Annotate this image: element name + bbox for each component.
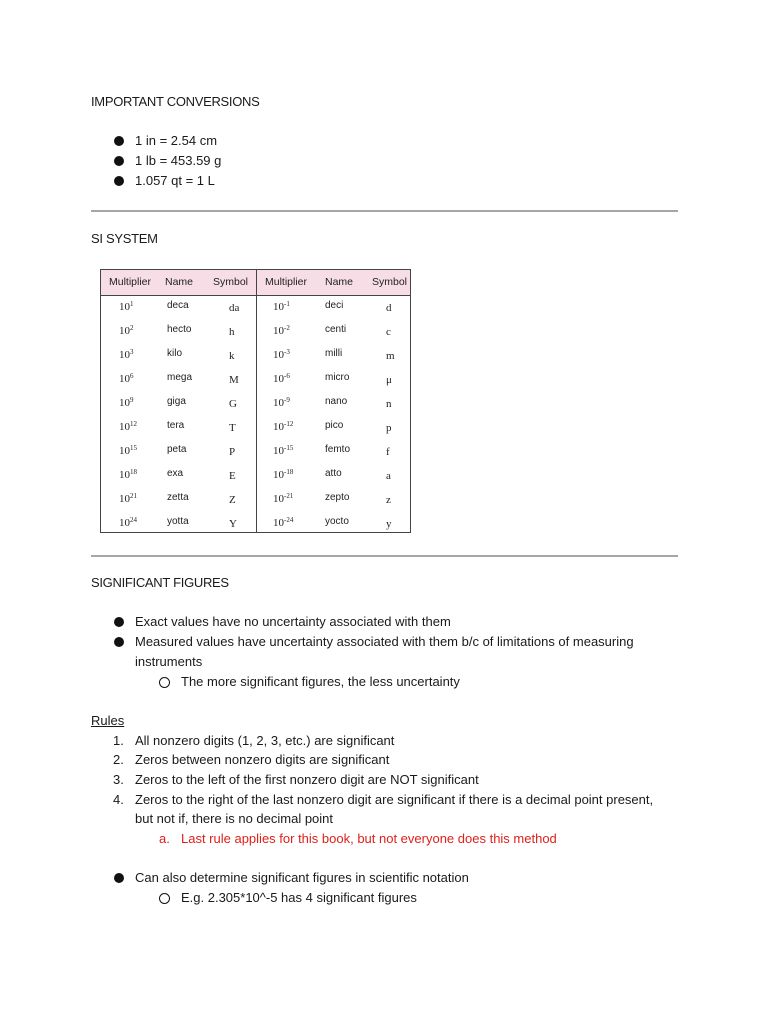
symbol-cell: n bbox=[386, 398, 392, 410]
symbol-cell: a bbox=[386, 470, 391, 482]
symbol-cell: μ bbox=[386, 374, 392, 386]
rule-text: Zeros between nonzero digits are significant bbox=[135, 752, 390, 767]
multiplier-cell: $10^2$ bbox=[119, 324, 134, 337]
hollow-bullet-icon bbox=[159, 893, 170, 904]
symbol-cell: Y bbox=[229, 518, 237, 530]
multiplier-cell: $10^{-21}$ bbox=[273, 492, 294, 505]
prefix-name-cell: atto bbox=[325, 468, 342, 479]
prefix-name-cell: zepto bbox=[325, 492, 350, 503]
list-item-text: 1.057 qt = 1 L bbox=[135, 173, 215, 188]
si-heading: SI SYSTEM bbox=[91, 231, 158, 246]
list-item-continuation: instruments bbox=[135, 654, 203, 669]
multiplier-cell: $10^{-24}$ bbox=[273, 516, 294, 529]
rule-number: 2. bbox=[113, 752, 124, 767]
sub-list-item: The more significant figures, the less uncertainty bbox=[181, 674, 460, 689]
prefix-name-cell: peta bbox=[167, 444, 187, 455]
rule-number: 3. bbox=[113, 772, 124, 787]
column-header: Symbol bbox=[213, 276, 249, 288]
multiplier-cell: $10^{21}$ bbox=[119, 492, 137, 505]
rule-text: All nonzero digits (1, 2, 3, etc.) are significant bbox=[135, 733, 395, 748]
conversions-heading: IMPORTANT CONVERSIONS bbox=[91, 94, 260, 109]
multiplier-cell: $10^3$ bbox=[119, 348, 134, 361]
prefix-name-cell: tera bbox=[167, 420, 185, 431]
multiplier-cell: $10^{-12}$ bbox=[273, 420, 294, 433]
list-item: Measured values have uncertainty associated with them b/c of limitations of measuring bbox=[135, 634, 634, 649]
prefix-name-cell: centi bbox=[325, 324, 347, 335]
rule-text-continuation: but not if, there is no decimal point bbox=[135, 811, 334, 826]
multiplier-cell: $10^{12}$ bbox=[119, 420, 137, 433]
sub-rule-letter: a. bbox=[159, 831, 170, 846]
symbol-cell: m bbox=[386, 350, 395, 362]
prefix-name-cell: exa bbox=[167, 468, 184, 479]
multiplier-cell: $10^{24}$ bbox=[119, 516, 137, 529]
rule-text: Zeros to the left of the first nonzero digit are NOT significant bbox=[135, 772, 479, 787]
prefix-name-cell: mega bbox=[167, 372, 193, 383]
multiplier-cell: $10^9$ bbox=[119, 396, 134, 409]
bullet-icon bbox=[114, 156, 124, 166]
symbol-cell: f bbox=[386, 446, 390, 458]
column-header: Symbol bbox=[372, 276, 408, 288]
symbol-cell: p bbox=[386, 422, 392, 434]
symbol-cell: h bbox=[229, 326, 235, 338]
list-item-text: 1 lb = 453.59 g bbox=[135, 153, 222, 168]
prefix-name-cell: pico bbox=[325, 420, 344, 431]
rule-number: 4. bbox=[113, 792, 124, 807]
multiplier-cell: $10^{-15}$ bbox=[273, 444, 294, 457]
symbol-cell: M bbox=[229, 374, 239, 386]
multiplier-cell: $10^{-1}$ bbox=[273, 300, 290, 313]
prefix-name-cell: hecto bbox=[167, 324, 192, 335]
prefix-name-cell: kilo bbox=[167, 348, 183, 359]
si-prefix-table bbox=[100, 269, 411, 533]
sigfigs-heading: SIGNIFICANT FIGURES bbox=[91, 575, 229, 590]
bullet-icon bbox=[114, 637, 124, 647]
symbol-cell: y bbox=[386, 518, 392, 530]
rule-number: 1. bbox=[113, 733, 124, 748]
prefix-name-cell: yotta bbox=[167, 516, 189, 527]
column-header: Multiplier bbox=[109, 276, 152, 288]
multiplier-cell: $10^{-18}$ bbox=[273, 468, 294, 481]
bullet-icon bbox=[114, 617, 124, 627]
prefix-name-cell: deci bbox=[325, 300, 344, 311]
symbol-cell: T bbox=[229, 422, 236, 434]
prefix-name-cell: nano bbox=[325, 396, 348, 407]
list-item: Can also determine significant figures in scientific notation bbox=[135, 870, 469, 885]
symbol-cell: da bbox=[229, 302, 240, 314]
column-header: Name bbox=[165, 276, 194, 288]
bullet-icon bbox=[114, 873, 124, 883]
symbol-cell: Z bbox=[229, 494, 236, 506]
symbol-cell: E bbox=[229, 470, 236, 482]
multiplier-cell: $10^{-2}$ bbox=[273, 324, 290, 337]
section-divider bbox=[91, 210, 678, 212]
list-item-text: 1 in = 2.54 cm bbox=[135, 133, 218, 148]
rules-label: Rules bbox=[91, 713, 125, 728]
prefix-name-cell: micro bbox=[325, 372, 350, 383]
sub-list-item: E.g. 2.305*10^-5 has 4 significant figures bbox=[181, 890, 417, 905]
symbol-cell: G bbox=[229, 398, 237, 410]
symbol-cell: z bbox=[386, 494, 391, 506]
prefix-name-cell: femto bbox=[325, 444, 351, 455]
multiplier-cell: $10^{-3}$ bbox=[273, 348, 290, 361]
bullet-icon bbox=[114, 136, 124, 146]
rule-text: Zeros to the right of the last nonzero digit are significant if there is a decimal point present, bbox=[135, 792, 654, 807]
multiplier-cell: $10^6$ bbox=[119, 372, 134, 385]
hollow-bullet-icon bbox=[159, 677, 170, 688]
prefix-name-cell: milli bbox=[325, 348, 343, 359]
prefix-name-cell: deca bbox=[167, 300, 189, 311]
table-divider bbox=[256, 270, 257, 532]
symbol-cell: d bbox=[386, 302, 392, 314]
multiplier-cell: $10^{-9}$ bbox=[273, 396, 290, 409]
symbol-cell: P bbox=[229, 446, 236, 458]
multiplier-cell: $10^{18}$ bbox=[119, 468, 137, 481]
list-item: Exact values have no uncertainty associated with them bbox=[135, 614, 451, 629]
multiplier-cell: $10^1$ bbox=[119, 300, 134, 313]
sub-rule-note: Last rule applies for this book, but not everyone does this method bbox=[181, 831, 557, 846]
multiplier-cell: $10^{-6}$ bbox=[273, 372, 290, 385]
prefix-name-cell: zetta bbox=[167, 492, 189, 503]
symbol-cell: k bbox=[229, 350, 235, 362]
symbol-cell: c bbox=[386, 326, 391, 338]
bullet-icon bbox=[114, 176, 124, 186]
section-divider bbox=[91, 555, 678, 557]
prefix-name-cell: giga bbox=[167, 396, 186, 407]
multiplier-cell: $10^{15}$ bbox=[119, 444, 137, 457]
column-header: Multiplier bbox=[265, 276, 308, 288]
column-header: Name bbox=[325, 276, 354, 288]
prefix-name-cell: yocto bbox=[325, 516, 349, 527]
